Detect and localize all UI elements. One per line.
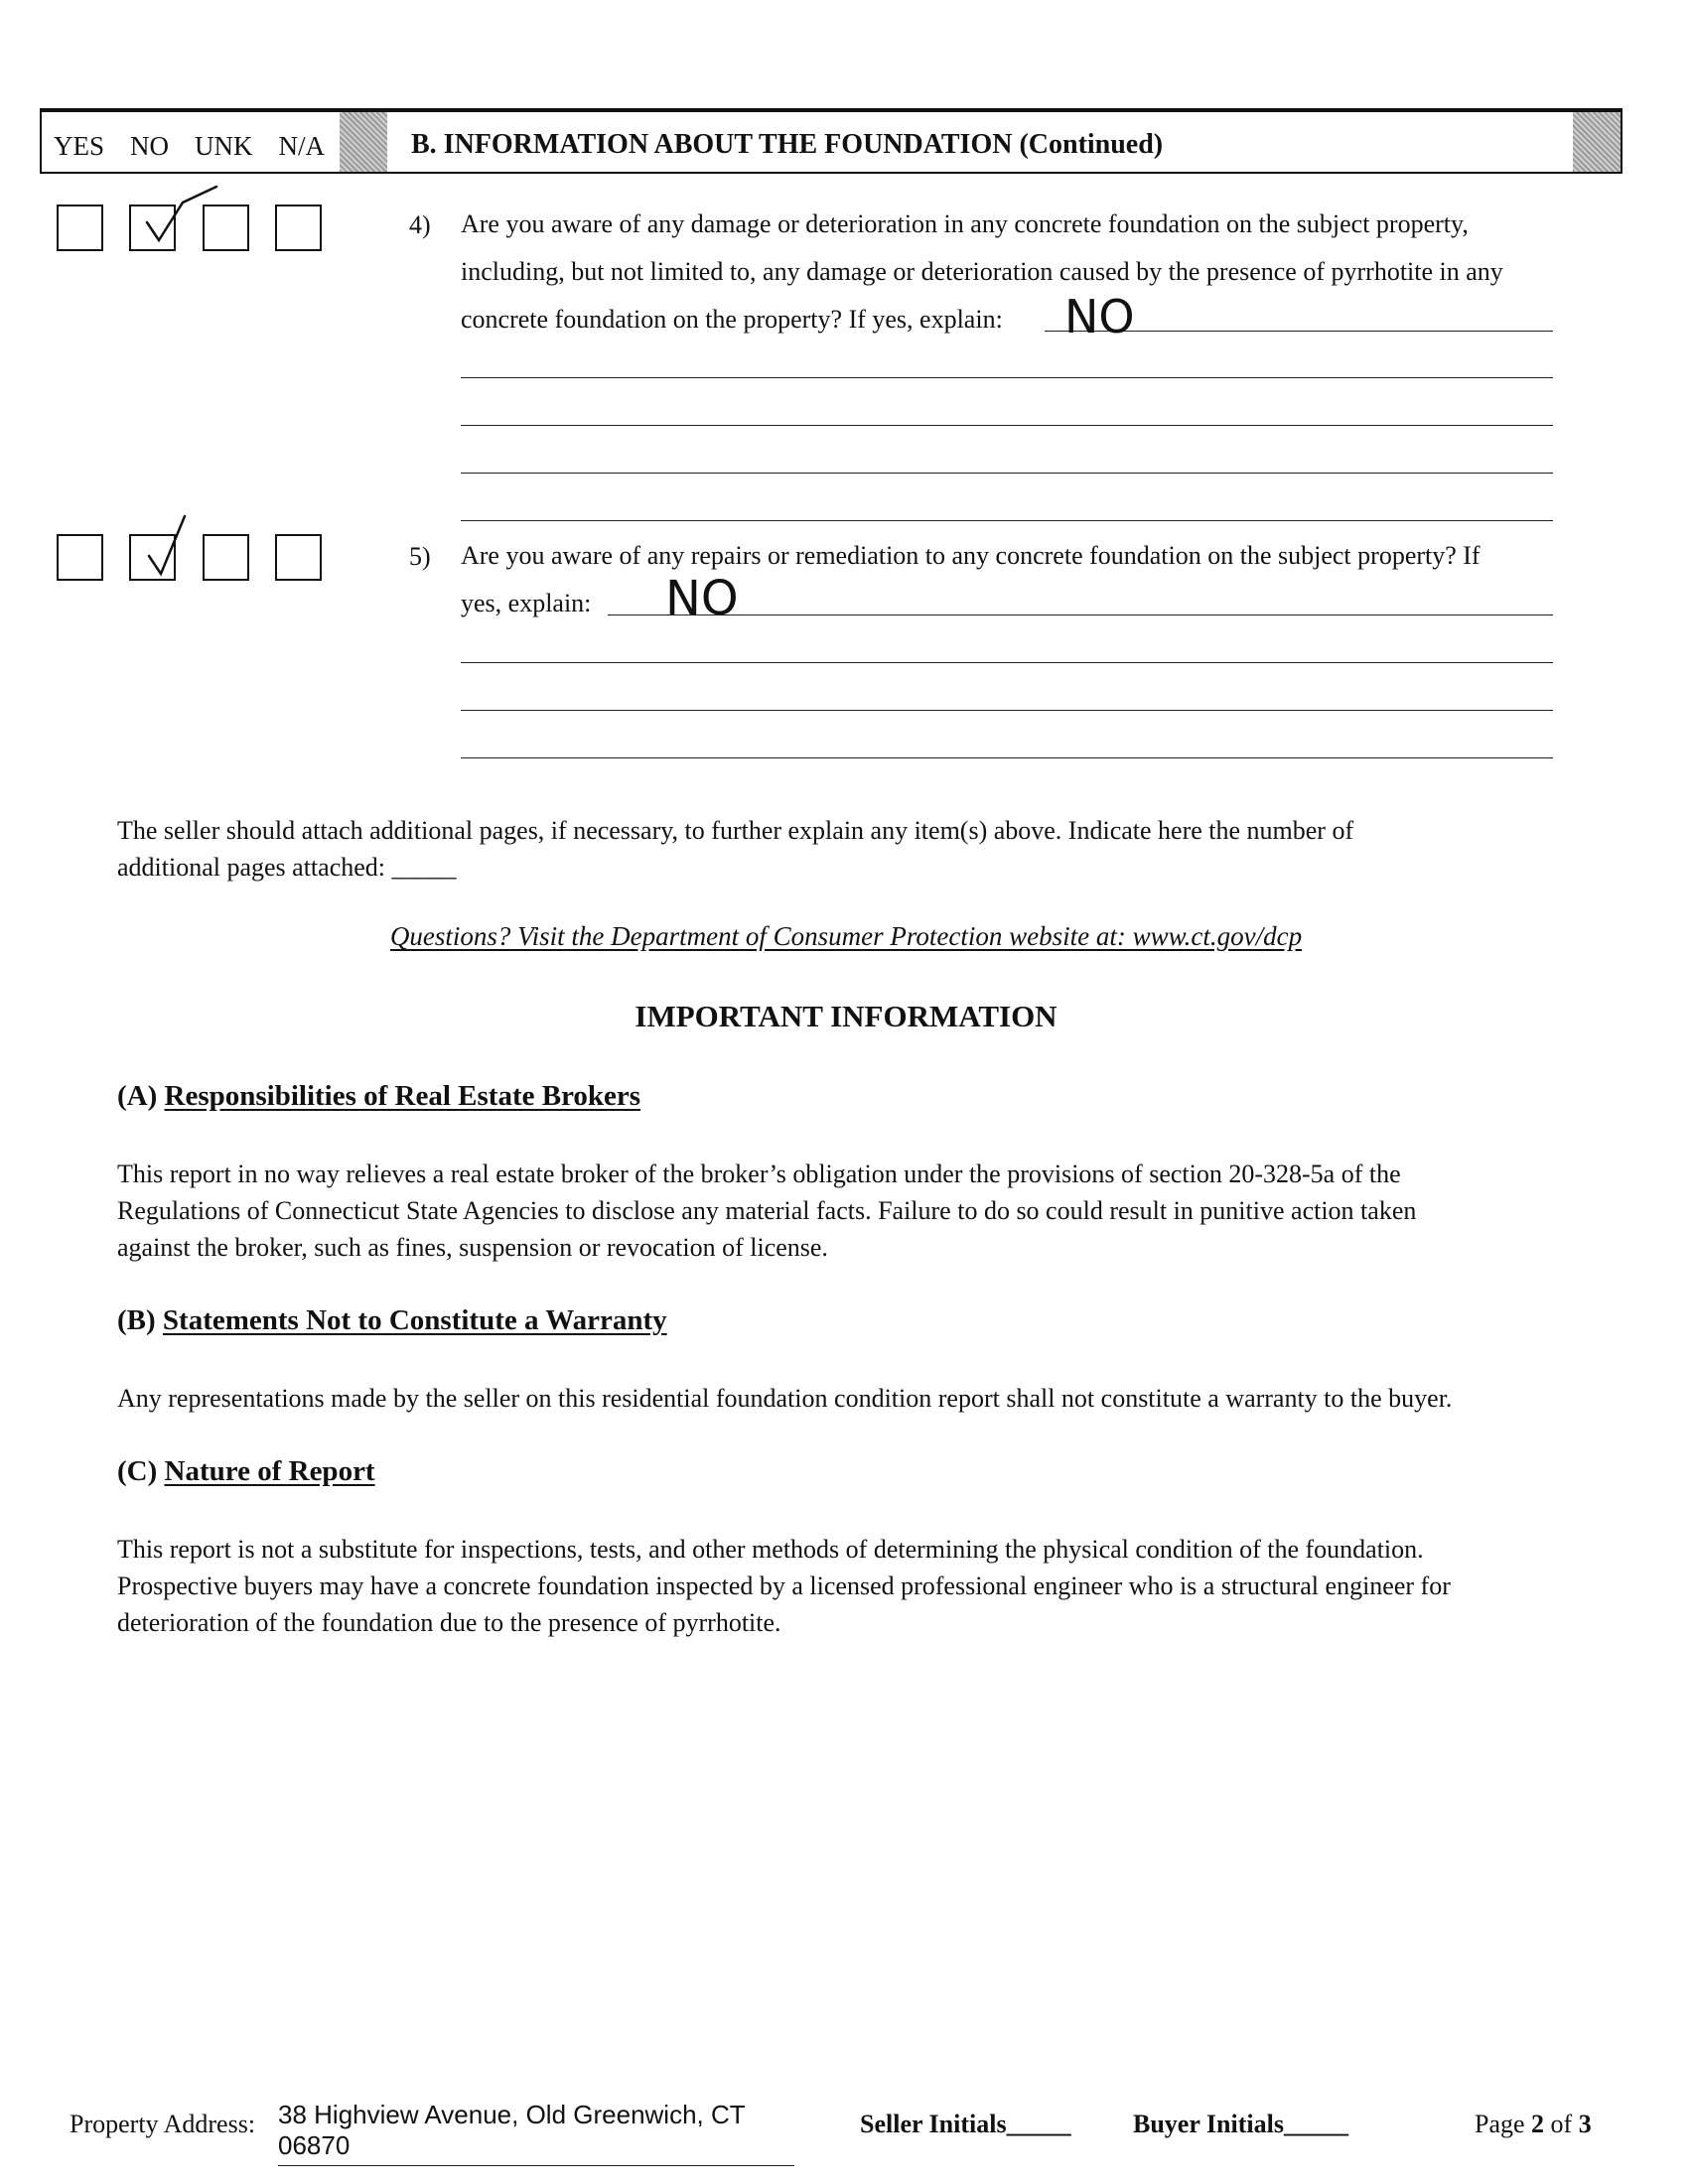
section-a-line: against the broker, such as fines, suspension or revocation of license. xyxy=(117,1233,828,1262)
section-b-heading xyxy=(117,1304,667,1337)
q5-text-line2: yes, explain: xyxy=(461,589,592,617)
page-total: 3 xyxy=(1578,2110,1592,2138)
q5-na-checkbox[interactable] xyxy=(275,534,322,581)
q4-number: 4) xyxy=(409,210,431,239)
section-a-title: Responsibilities of Real Estate Brokers xyxy=(164,1080,641,1112)
q4-yes-checkbox[interactable] xyxy=(57,205,103,251)
section-c-line: Prospective buyers may have a concrete foundation inspected by a licensed professional engineer who is a structural engineer for xyxy=(117,1571,1451,1600)
q5-explain-line-3[interactable] xyxy=(461,710,1553,711)
q5-number: 5) xyxy=(409,542,431,571)
section-c-body xyxy=(117,1531,1567,1641)
page-prefix: Page xyxy=(1475,2110,1532,2138)
q5-yes-checkbox[interactable] xyxy=(57,534,103,581)
q5-handwritten-answer xyxy=(663,571,773,626)
section-a-label: (A) xyxy=(117,1080,158,1112)
property-address-label: Property Address: xyxy=(70,2110,256,2138)
section-a-body xyxy=(117,1156,1567,1266)
section-title: B. INFORMATION ABOUT THE FOUNDATION (Continued) xyxy=(411,129,1164,160)
q4-text-line2: including, but not limited to, any damage or deterioration caused by the presence of pyrrhotite in any xyxy=(461,257,1503,286)
page-mid: of xyxy=(1544,2110,1579,2138)
q4-handwritten-text: NO xyxy=(1064,293,1135,342)
page-current: 2 xyxy=(1531,2110,1545,2138)
q4-text-line3: concrete foundation on the property? If yes, explain: xyxy=(461,305,1003,334)
section-b-title: Statements Not to Constitute a Warranty xyxy=(162,1304,667,1336)
section-a-line: This report in no way relieves a real estate broker of the broker’s obligation under the provisions of section 20-328-5a of the xyxy=(117,1160,1401,1188)
q5-explain-line-4[interactable] xyxy=(461,757,1553,758)
page-number xyxy=(1475,2110,1592,2139)
q4-handwritten-answer xyxy=(1062,293,1162,342)
section-b-line: Any representations made by the seller on this residential foundation condition report shall not constitute a warranty to the buyer. xyxy=(117,1384,1453,1413)
q5-text-line1: Are you aware of any repairs or remediation to any concrete foundation on the subject property? If xyxy=(461,541,1480,570)
q4-na-checkbox[interactable] xyxy=(275,205,322,251)
q4-explain-line-4[interactable] xyxy=(461,473,1553,474)
q4-explain-line-2[interactable] xyxy=(461,377,1553,378)
q5-no-checkmark xyxy=(139,506,218,586)
q4-no-checkmark xyxy=(139,183,228,252)
yes-column-label: YES xyxy=(54,131,105,161)
q4-text-line1: Are you aware of any damage or deterioration in any concrete foundation on the subject property, xyxy=(461,209,1469,238)
q5-explain-line-2[interactable] xyxy=(461,662,1553,663)
seller-initials-field[interactable]: Seller Initials_____ xyxy=(860,2110,1071,2138)
unk-column-label: UNK xyxy=(195,131,253,161)
dcp-website-link[interactable]: Questions? Visit the Department of Consumer Protection website at: www.ct.gov/dcp xyxy=(389,921,1303,951)
section-a-heading xyxy=(117,1080,640,1113)
section-c-title: Nature of Report xyxy=(164,1455,375,1487)
section-c-line: deterioration of the foundation due to the presence of pyrrhotite. xyxy=(117,1608,781,1637)
na-column-label: N/A xyxy=(278,131,326,161)
section-header xyxy=(40,108,1622,174)
q5-handwritten-text: NO xyxy=(665,571,739,626)
section-c-label: (C) xyxy=(117,1455,158,1487)
section-b-label: (B) xyxy=(117,1304,156,1336)
q4-explain-line-5[interactable] xyxy=(461,520,1553,521)
property-address-field[interactable]: 38 Highview Avenue, Old Greenwich, CT 06870 xyxy=(278,2100,794,2166)
answer-column-labels xyxy=(54,131,351,162)
no-column-label: NO xyxy=(130,131,170,161)
section-a-line: Regulations of Connecticut State Agencies to disclose any material facts. Failure to do so could result in punitive action taken xyxy=(117,1196,1417,1225)
header-shade-left xyxy=(340,112,387,172)
additional-pages-line2: additional pages attached: _____ xyxy=(117,853,457,882)
additional-pages-line1: The seller should attach additional pages, if necessary, to further explain any item(s) above. Indicate here the number of xyxy=(117,816,1354,845)
section-c-heading xyxy=(117,1455,375,1488)
section-b-body xyxy=(117,1380,1567,1417)
buyer-initials-field[interactable]: Buyer Initials_____ xyxy=(1133,2110,1348,2138)
additional-pages-note xyxy=(117,812,1567,886)
header-shade-right xyxy=(1573,112,1621,172)
important-information-title: IMPORTANT INFORMATION xyxy=(634,999,1058,1033)
q4-explain-line-3[interactable] xyxy=(461,425,1553,426)
section-c-line: This report is not a substitute for inspections, tests, and other methods of determining the physical condition of the foundation. xyxy=(117,1535,1424,1564)
